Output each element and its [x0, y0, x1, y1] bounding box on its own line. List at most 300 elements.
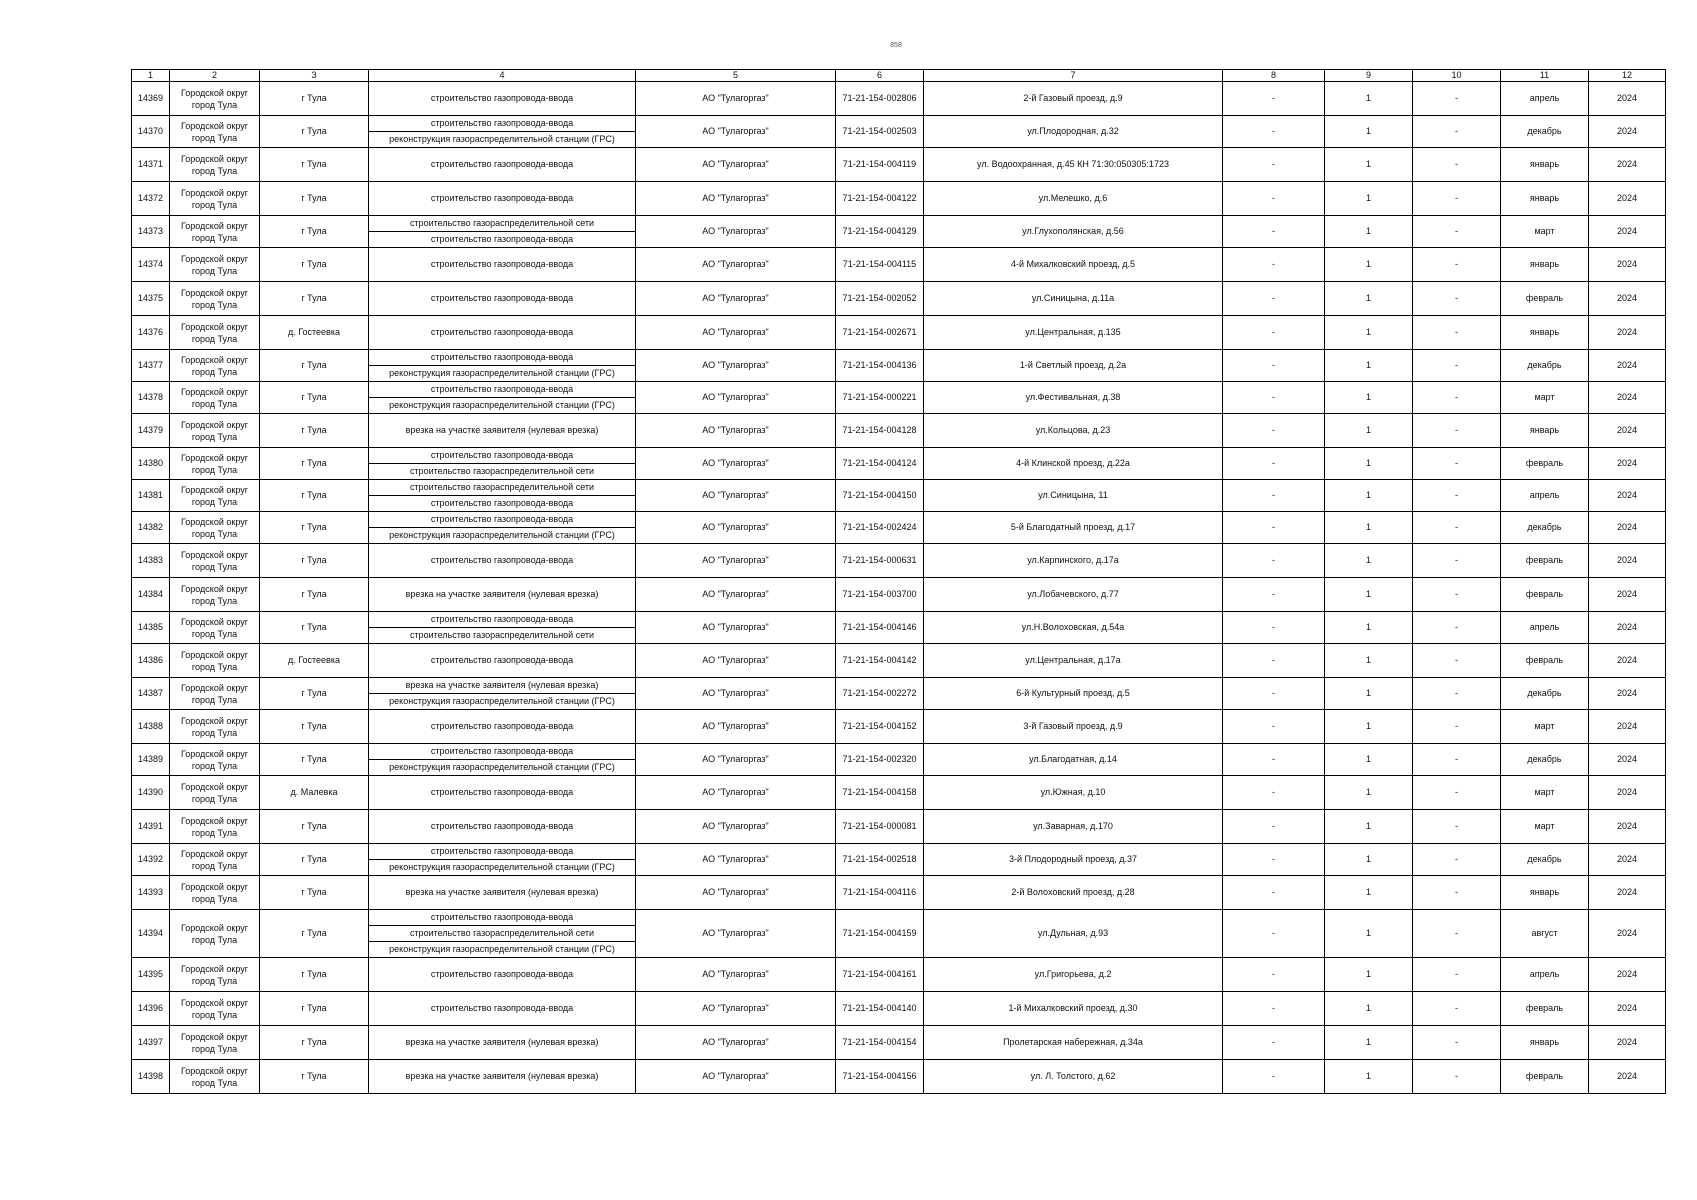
district-cell — [170, 744, 260, 776]
year-cell: 2024 — [1589, 844, 1666, 876]
works-cell — [369, 1026, 636, 1060]
table-row — [132, 958, 1666, 992]
address-cell: 6-й Культурный проезд, д.5 — [924, 678, 1223, 710]
col9-cell: 1 — [1325, 810, 1413, 844]
col8-cell: - — [1223, 350, 1325, 382]
work-item: строительство газопровода-ввода — [369, 231, 635, 247]
month-cell: декабрь — [1501, 678, 1589, 710]
header-cell: 6 — [836, 70, 924, 82]
col9-cell: 1 — [1325, 350, 1413, 382]
district-line: город Тула — [191, 199, 238, 210]
work-item: строительство газопровода-ввода — [430, 514, 574, 524]
organization-cell: АО "Тулагоргаз" — [636, 512, 836, 544]
address-cell: ул.Григорьева, д.2 — [924, 958, 1223, 992]
work-item: реконструкция газораспределительной станции (ГРС) — [369, 131, 635, 147]
year-cell: 2024 — [1589, 1060, 1666, 1094]
code-cell: 71-21-154-002806 — [836, 82, 924, 116]
col8-cell: - — [1223, 776, 1325, 810]
district-cell — [170, 710, 260, 744]
work-item: строительство газопровода-ввода — [430, 93, 574, 103]
district-cell — [170, 448, 260, 480]
year-cell: 2024 — [1589, 710, 1666, 744]
month-cell: март — [1501, 382, 1589, 414]
work-item: реконструкция газораспределительной станции (ГРС) — [369, 693, 635, 709]
year-cell: 2024 — [1589, 612, 1666, 644]
col8-cell: - — [1223, 116, 1325, 148]
district-line: город Тула — [191, 366, 238, 377]
col8-cell: - — [1223, 710, 1325, 744]
organization-cell: АО "Тулагоргаз" — [636, 148, 836, 182]
works-cell — [369, 148, 636, 182]
district-line: город Тула — [191, 975, 238, 986]
table-row — [132, 216, 1666, 248]
row-number-cell: 14393 — [132, 876, 170, 910]
col9-cell: 1 — [1325, 116, 1413, 148]
header-cell: 8 — [1223, 70, 1325, 82]
works-cell — [369, 316, 636, 350]
organization-cell: АО "Тулагоргаз" — [636, 578, 836, 612]
code-cell: 71-21-154-000081 — [836, 810, 924, 844]
organization-cell: АО "Тулагоргаз" — [636, 810, 836, 844]
code-cell: 71-21-154-002320 — [836, 744, 924, 776]
address-cell: ул. Л. Толстого, д.62 — [924, 1060, 1223, 1094]
work-item: строительство газопровода-ввода — [430, 969, 574, 979]
code-cell: 71-21-154-004142 — [836, 644, 924, 678]
col9-cell: 1 — [1325, 1060, 1413, 1094]
address-cell: Пролетарская набережная, д.34а — [924, 1026, 1223, 1060]
address-cell: ул.Благодатная, д.14 — [924, 744, 1223, 776]
month-cell: февраль — [1501, 448, 1589, 480]
row-number-cell: 14376 — [132, 316, 170, 350]
organization-cell: АО "Тулагоргаз" — [636, 992, 836, 1026]
works-cell — [369, 992, 636, 1026]
year-cell: 2024 — [1589, 282, 1666, 316]
district-line: город Тула — [191, 595, 238, 606]
month-cell: март — [1501, 776, 1589, 810]
code-cell: 71-21-154-004116 — [836, 876, 924, 910]
year-cell: 2024 — [1589, 776, 1666, 810]
district-cell — [170, 1060, 260, 1094]
locality-cell: г Тула — [260, 612, 369, 644]
works-cell — [369, 776, 636, 810]
col8-cell: - — [1223, 876, 1325, 910]
page-number: 858 — [890, 42, 902, 49]
header-cell: 3 — [260, 70, 369, 82]
district-line: город Тула — [191, 727, 238, 738]
work-item: врезка на участке заявителя (нулевая врезка) — [405, 1037, 599, 1047]
code-cell: 71-21-154-002503 — [836, 116, 924, 148]
work-item: строительство газораспределительной сети — [369, 627, 635, 643]
col9-cell: 1 — [1325, 544, 1413, 578]
district-cell — [170, 578, 260, 612]
district-cell — [170, 316, 260, 350]
work-item: строительство газопровода-ввода — [430, 787, 574, 797]
month-cell: август — [1501, 910, 1589, 958]
col10-cell: - — [1413, 316, 1501, 350]
work-item: строительство газопровода-ввода — [369, 495, 635, 511]
month-cell: апрель — [1501, 82, 1589, 116]
table-row — [132, 448, 1666, 480]
code-cell: 71-21-154-004124 — [836, 448, 924, 480]
district-line: Городской округ — [180, 321, 249, 332]
table-row — [132, 182, 1666, 216]
row-number-cell: 14375 — [132, 282, 170, 316]
locality-cell: г Тула — [260, 744, 369, 776]
district-cell — [170, 480, 260, 512]
year-cell: 2024 — [1589, 248, 1666, 282]
month-cell: апрель — [1501, 612, 1589, 644]
table-row — [132, 678, 1666, 710]
work-item: строительство газопровода-ввода — [430, 159, 574, 169]
table-row — [132, 350, 1666, 382]
col10-cell: - — [1413, 448, 1501, 480]
district-line: Городской округ — [180, 220, 249, 231]
col8-cell: - — [1223, 744, 1325, 776]
month-cell: февраль — [1501, 282, 1589, 316]
works-cell — [369, 810, 636, 844]
header-cell: 11 — [1501, 70, 1589, 82]
table-row — [132, 148, 1666, 182]
organization-cell: АО "Тулагоргаз" — [636, 448, 836, 480]
header-row — [132, 70, 1666, 82]
year-cell: 2024 — [1589, 678, 1666, 710]
district-cell — [170, 992, 260, 1026]
table-row — [132, 744, 1666, 776]
table-row — [132, 248, 1666, 282]
year-cell: 2024 — [1589, 480, 1666, 512]
col10-cell: - — [1413, 480, 1501, 512]
col10-cell: - — [1413, 414, 1501, 448]
col8-cell: - — [1223, 248, 1325, 282]
header-cell: 4 — [369, 70, 636, 82]
col10-cell: - — [1413, 544, 1501, 578]
district-line: город Тула — [191, 496, 238, 507]
col9-cell: 1 — [1325, 958, 1413, 992]
month-cell: январь — [1501, 182, 1589, 216]
work-item: строительство газопровода-ввода — [430, 746, 574, 756]
row-number-cell: 14380 — [132, 448, 170, 480]
table-row — [132, 544, 1666, 578]
district-cell — [170, 82, 260, 116]
organization-cell: АО "Тулагоргаз" — [636, 116, 836, 148]
works-cell — [369, 844, 636, 876]
col9-cell: 1 — [1325, 82, 1413, 116]
work-item: строительство газопровода-ввода — [430, 327, 574, 337]
row-number-cell: 14369 — [132, 82, 170, 116]
district-line: Городской округ — [180, 922, 249, 933]
table-row — [132, 382, 1666, 414]
address-cell: ул.Н.Волоховская, д.54а — [924, 612, 1223, 644]
address-cell: ул.Лобачевского, д.77 — [924, 578, 1223, 612]
district-cell — [170, 1026, 260, 1060]
address-cell: ул.Центральная, д.17а — [924, 644, 1223, 678]
district-line: Городской округ — [180, 715, 249, 726]
row-number-cell: 14374 — [132, 248, 170, 282]
col8-cell: - — [1223, 844, 1325, 876]
table-row — [132, 612, 1666, 644]
work-item: строительство газопровода-ввода — [430, 614, 574, 624]
row-number-cell: 14377 — [132, 350, 170, 382]
table-row — [132, 282, 1666, 316]
table-row — [132, 316, 1666, 350]
district-line: город Тула — [191, 165, 238, 176]
row-number-cell: 14388 — [132, 710, 170, 744]
work-item: строительство газопровода-ввода — [430, 352, 574, 362]
district-cell — [170, 216, 260, 248]
row-number-cell: 14390 — [132, 776, 170, 810]
locality-cell: г Тула — [260, 382, 369, 414]
year-cell: 2024 — [1589, 744, 1666, 776]
code-cell: 71-21-154-004161 — [836, 958, 924, 992]
works-cell — [369, 678, 636, 710]
header-cell: 5 — [636, 70, 836, 82]
address-cell: 1-й Светлый проезд, д.2а — [924, 350, 1223, 382]
code-cell: 71-21-154-004122 — [836, 182, 924, 216]
works-cell — [369, 282, 636, 316]
table-row — [132, 910, 1666, 958]
col9-cell: 1 — [1325, 414, 1413, 448]
year-cell: 2024 — [1589, 644, 1666, 678]
address-cell: 4-й Михалковский проезд, д.5 — [924, 248, 1223, 282]
work-item: строительство газопровода-ввода — [430, 384, 574, 394]
district-line: город Тула — [191, 561, 238, 572]
month-cell: февраль — [1501, 992, 1589, 1026]
col10-cell: - — [1413, 82, 1501, 116]
col10-cell: - — [1413, 116, 1501, 148]
district-cell — [170, 810, 260, 844]
year-cell: 2024 — [1589, 148, 1666, 182]
locality-cell: д. Гостеевка — [260, 644, 369, 678]
month-cell: декабрь — [1501, 116, 1589, 148]
district-cell — [170, 382, 260, 414]
locality-cell: г Тула — [260, 910, 369, 958]
work-item: врезка на участке заявителя (нулевая врезка) — [405, 589, 599, 599]
district-cell — [170, 910, 260, 958]
works-cell — [369, 116, 636, 148]
year-cell: 2024 — [1589, 1026, 1666, 1060]
work-item: реконструкция газораспределительной станции (ГРС) — [369, 941, 635, 957]
col10-cell: - — [1413, 148, 1501, 182]
month-cell: январь — [1501, 248, 1589, 282]
col9-cell: 1 — [1325, 578, 1413, 612]
district-line: Городской округ — [180, 452, 249, 463]
work-item: строительство газораспределительной сети — [369, 925, 635, 941]
works-cell — [369, 216, 636, 248]
work-item: реконструкция газораспределительной станции (ГРС) — [369, 397, 635, 413]
locality-cell: г Тула — [260, 1026, 369, 1060]
col10-cell: - — [1413, 958, 1501, 992]
address-cell: 2-й Газовый проезд, д.9 — [924, 82, 1223, 116]
row-number-cell: 14397 — [132, 1026, 170, 1060]
row-number-cell: 14372 — [132, 182, 170, 216]
locality-cell: г Тула — [260, 148, 369, 182]
district-line: Городской округ — [180, 549, 249, 560]
organization-cell: АО "Тулагоргаз" — [636, 544, 836, 578]
district-cell — [170, 644, 260, 678]
month-cell: январь — [1501, 148, 1589, 182]
works-cell — [369, 350, 636, 382]
work-item: строительство газопровода-ввода — [430, 118, 574, 128]
col10-cell: - — [1413, 1026, 1501, 1060]
table-row — [132, 644, 1666, 678]
col8-cell: - — [1223, 544, 1325, 578]
organization-cell: АО "Тулагоргаз" — [636, 678, 836, 710]
district-cell — [170, 182, 260, 216]
col10-cell: - — [1413, 182, 1501, 216]
header-cell: 12 — [1589, 70, 1666, 82]
row-number-cell: 14373 — [132, 216, 170, 248]
district-line: Городской округ — [180, 963, 249, 974]
col10-cell: - — [1413, 744, 1501, 776]
district-line: Городской округ — [180, 1065, 249, 1076]
locality-cell: г Тула — [260, 844, 369, 876]
col10-cell: - — [1413, 910, 1501, 958]
col9-cell: 1 — [1325, 1026, 1413, 1060]
address-cell: ул.Южная, д.10 — [924, 776, 1223, 810]
organization-cell: АО "Тулагоргаз" — [636, 958, 836, 992]
table-row — [132, 876, 1666, 910]
col10-cell: - — [1413, 578, 1501, 612]
district-line: город Тула — [191, 232, 238, 243]
row-number-cell: 14387 — [132, 678, 170, 710]
locality-cell: г Тула — [260, 216, 369, 248]
col10-cell: - — [1413, 512, 1501, 544]
district-line: Городской округ — [180, 287, 249, 298]
district-cell — [170, 248, 260, 282]
header-cell: 1 — [132, 70, 170, 82]
month-cell: декабрь — [1501, 744, 1589, 776]
district-line: Городской округ — [180, 848, 249, 859]
month-cell: февраль — [1501, 544, 1589, 578]
address-cell: 2-й Волоховский проезд, д.28 — [924, 876, 1223, 910]
year-cell: 2024 — [1589, 992, 1666, 1026]
header-cell: 7 — [924, 70, 1223, 82]
row-number-cell: 14371 — [132, 148, 170, 182]
district-line: Городской округ — [180, 419, 249, 430]
district-line: город Тула — [191, 760, 238, 771]
row-number-cell: 14384 — [132, 578, 170, 612]
month-cell: февраль — [1501, 578, 1589, 612]
district-line: Городской округ — [180, 616, 249, 627]
col10-cell: - — [1413, 992, 1501, 1026]
district-line: город Тула — [191, 934, 238, 945]
locality-cell: д. Гостеевка — [260, 316, 369, 350]
code-cell: 71-21-154-002671 — [836, 316, 924, 350]
district-line: город Тула — [191, 398, 238, 409]
col10-cell: - — [1413, 382, 1501, 414]
locality-cell: г Тула — [260, 82, 369, 116]
address-cell: ул.Кольцова, д.23 — [924, 414, 1223, 448]
works-cell — [369, 958, 636, 992]
col9-cell: 1 — [1325, 248, 1413, 282]
year-cell: 2024 — [1589, 382, 1666, 414]
district-line: Городской округ — [180, 781, 249, 792]
district-cell — [170, 350, 260, 382]
district-line: город Тула — [191, 431, 238, 442]
district-line: Городской округ — [180, 484, 249, 495]
locality-cell: г Тула — [260, 958, 369, 992]
work-item: строительство газопровода-ввода — [430, 193, 574, 203]
row-number-cell: 14391 — [132, 810, 170, 844]
address-cell: ул.Синицына, 11 — [924, 480, 1223, 512]
works-cell — [369, 644, 636, 678]
district-line: Городской округ — [180, 516, 249, 527]
col8-cell: - — [1223, 414, 1325, 448]
row-number-cell: 14386 — [132, 644, 170, 678]
work-item: строительство газопровода-ввода — [430, 821, 574, 831]
col10-cell: - — [1413, 216, 1501, 248]
month-cell: декабрь — [1501, 512, 1589, 544]
col10-cell: - — [1413, 350, 1501, 382]
table-row — [132, 82, 1666, 116]
district-cell — [170, 414, 260, 448]
district-cell — [170, 612, 260, 644]
organization-cell: АО "Тулагоргаз" — [636, 744, 836, 776]
row-number-cell: 14395 — [132, 958, 170, 992]
address-cell: 1-й Михалковский проезд, д.30 — [924, 992, 1223, 1026]
col9-cell: 1 — [1325, 910, 1413, 958]
address-cell: ул.Плодородная, д.32 — [924, 116, 1223, 148]
code-cell: 71-21-154-004152 — [836, 710, 924, 744]
organization-cell: АО "Тулагоргаз" — [636, 1026, 836, 1060]
district-line: Городской округ — [180, 748, 249, 759]
col8-cell: - — [1223, 480, 1325, 512]
col10-cell: - — [1413, 710, 1501, 744]
col8-cell: - — [1223, 448, 1325, 480]
row-number-cell: 14385 — [132, 612, 170, 644]
organization-cell: АО "Тулагоргаз" — [636, 216, 836, 248]
table-row — [132, 414, 1666, 448]
district-line: город Тула — [191, 694, 238, 705]
district-line: город Тула — [191, 528, 238, 539]
year-cell: 2024 — [1589, 544, 1666, 578]
col9-cell: 1 — [1325, 876, 1413, 910]
organization-cell: АО "Тулагоргаз" — [636, 182, 836, 216]
locality-cell: г Тула — [260, 248, 369, 282]
work-item: реконструкция газораспределительной станции (ГРС) — [369, 859, 635, 875]
work-item: строительство газораспределительной сети — [409, 218, 595, 228]
locality-cell: г Тула — [260, 414, 369, 448]
district-line: Городской округ — [180, 881, 249, 892]
header-cell: 9 — [1325, 70, 1413, 82]
col10-cell: - — [1413, 844, 1501, 876]
row-number-cell: 14396 — [132, 992, 170, 1026]
header-cell: 10 — [1413, 70, 1501, 82]
code-cell: 71-21-154-004128 — [836, 414, 924, 448]
year-cell: 2024 — [1589, 448, 1666, 480]
code-cell: 71-21-154-004158 — [836, 776, 924, 810]
col9-cell: 1 — [1325, 216, 1413, 248]
code-cell: 71-21-154-004136 — [836, 350, 924, 382]
organization-cell: АО "Тулагоргаз" — [636, 248, 836, 282]
gasification-plan-table — [131, 69, 1666, 1094]
works-cell — [369, 1060, 636, 1094]
address-cell: ул.Мелешко, д.6 — [924, 182, 1223, 216]
month-cell: февраль — [1501, 1060, 1589, 1094]
month-cell: март — [1501, 810, 1589, 844]
district-line: Городской округ — [180, 583, 249, 594]
col8-cell: - — [1223, 182, 1325, 216]
address-cell: 5-й Благодатный проезд, д.17 — [924, 512, 1223, 544]
year-cell: 2024 — [1589, 414, 1666, 448]
organization-cell: АО "Тулагоргаз" — [636, 1060, 836, 1094]
col8-cell: - — [1223, 1026, 1325, 1060]
works-cell — [369, 182, 636, 216]
district-line: город Тула — [191, 860, 238, 871]
district-line: город Тула — [191, 1009, 238, 1020]
address-cell: 3-й Газовый проезд, д.9 — [924, 710, 1223, 744]
table-row — [132, 116, 1666, 148]
